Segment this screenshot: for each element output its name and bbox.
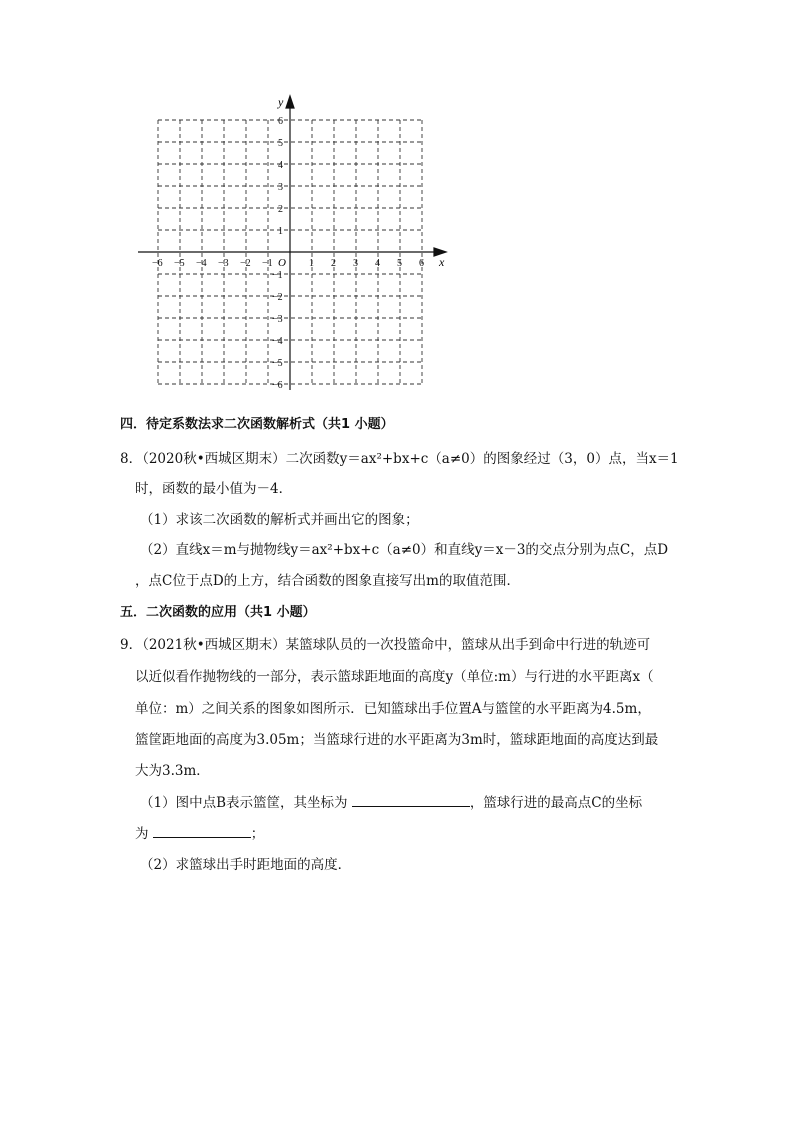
question-8-source: （2020秋•西城区期末） (142, 451, 286, 467)
question-9-line1 (120, 633, 650, 653)
x-tick-label: 2 (331, 258, 336, 269)
x-tick-label: 4 (375, 258, 380, 269)
x-tick-label: 5 (397, 258, 402, 269)
question-9-line3: 单位：m）之间关系的图象如图所示．已知篮球出手位置A与篮筐的水平距离为4.5m， (135, 701, 651, 717)
x-tick-label: −4 (196, 258, 207, 269)
section5-heading: 五．二次函数的应用（共1 小题） (120, 605, 316, 620)
y-tick-label: −4 (272, 336, 283, 347)
x-tick-label: 3 (353, 258, 358, 269)
y-tick-label: 5 (278, 138, 283, 149)
answer-blank-c[interactable] (153, 825, 251, 838)
question-9-number: 9． (120, 637, 143, 653)
question-9-part1-text2: ，篮球行进的最高点C的坐标 (469, 795, 643, 811)
y-tick-label: 6 (278, 116, 283, 127)
question-9-part1-wei: 为 (135, 826, 149, 842)
question-9-source: （2021秋•西城区期末） (142, 637, 286, 653)
y-tick-label: −2 (272, 292, 283, 303)
x-tick-label: −2 (240, 258, 251, 269)
coordinate-grid (130, 92, 450, 397)
y-tick-label: 3 (278, 182, 283, 193)
question-9-line4: 篮筐距地面的高度为3.05m；当篮球行进的水平距离为3m时，篮球距地面的高度达到最 (135, 732, 659, 748)
y-axis-label: y (278, 95, 284, 109)
question-9-part1-text: （1）图中点B表示篮筐，其坐标为 (140, 795, 348, 811)
question-8-part1: （1）求该二次函数的解析式并画出它的图象； (140, 512, 419, 528)
question-9-part2: （2）求篮球出手时距地面的高度． (140, 857, 352, 873)
question-9-line5: 大为3.3m． (135, 763, 210, 779)
question-8-text: 二次函数y＝ax²+bx+c（a≠0）的图象经过（3，0）点，当x＝1 (285, 451, 679, 467)
section4-heading: 四．待定系数法求二次函数解析式（共1 小题） (120, 417, 394, 432)
x-tick-label: 1 (309, 258, 314, 269)
x-tick-label: −6 (152, 258, 163, 269)
y-axis-arrow (286, 96, 294, 108)
question-8-line2: 时，函数的最小值为－4． (135, 481, 293, 497)
question-8-part2: （2）直线x＝m与抛物线y＝ax²+bx+c（a≠0）和直线y＝x－3的交点分别为点C，点D (140, 542, 669, 558)
x-tick-label: −5 (174, 258, 185, 269)
question-8-number: 8． (120, 451, 143, 467)
x-axis-label: x (439, 255, 445, 269)
origin-label: O (278, 257, 286, 269)
question-9-line2: 以近似看作抛物线的一部分，表示篮球距地面的高度y（单位:m）与行进的水平距离x（ (135, 669, 654, 685)
x-tick-label: 6 (419, 258, 424, 269)
question-9-text: 某篮球队员的一次投篮命中，篮球从出手到命中行进的轨迹可 (285, 637, 651, 653)
x-tick-label: −3 (218, 258, 229, 269)
question-8-line1 (120, 447, 679, 467)
question-9-part1-end: ； (250, 826, 265, 842)
question-9-part1-cont (135, 822, 264, 842)
question-9-part1 (140, 791, 642, 811)
y-tick-label: −6 (272, 380, 283, 391)
y-tick-label: −3 (272, 314, 283, 325)
y-tick-label: −5 (272, 358, 283, 369)
y-tick-label: −1 (272, 270, 283, 281)
y-tick-label: 2 (278, 204, 283, 215)
y-tick-label: 1 (278, 226, 283, 237)
question-8-part2-cont: ，点C位于点D的上方，结合函数的图象直接写出m的取值范围． (135, 573, 520, 589)
x-tick-label: −1 (262, 258, 273, 269)
answer-blank-b[interactable] (352, 794, 470, 807)
y-tick-label: 4 (278, 160, 283, 171)
